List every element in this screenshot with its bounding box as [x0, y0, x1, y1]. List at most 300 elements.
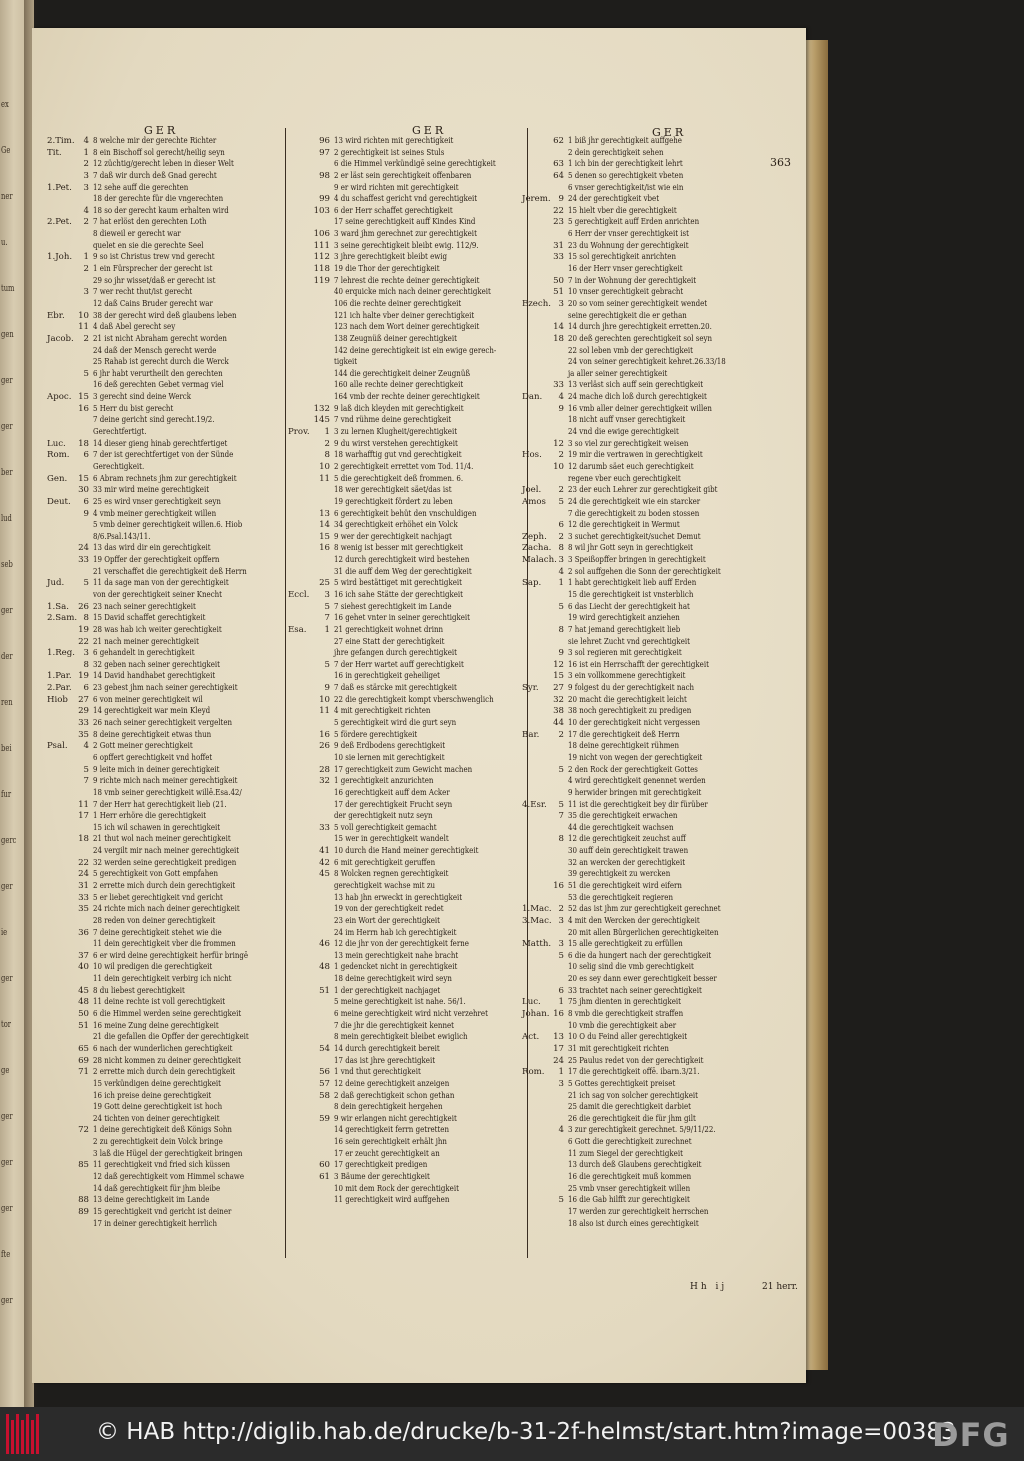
entry-text: 144 die gerechtigkeit deiner Zeugnüß — [334, 368, 471, 379]
entry-text: 9 herwider bringen mit gerechtigkeit — [568, 787, 702, 798]
left-page-fragment: ger — [1, 1296, 13, 1306]
entry-text: 21 verschaffet die gerechtigkeit deß Herrn — [93, 566, 247, 577]
index-entry — [47, 706, 283, 718]
hab-logo-bar — [16, 1414, 19, 1454]
entry-text: 16 gehet vnter in seiner gerechtigkeit — [334, 613, 471, 624]
index-entry — [47, 986, 283, 998]
chapter-number: 2 — [558, 485, 564, 496]
index-entry — [288, 1195, 524, 1207]
index-entry — [288, 695, 524, 707]
index-entry — [522, 613, 767, 625]
index-entry — [47, 1091, 283, 1103]
entry-text: 16 ich sahe Stätte der gerechtigkeit — [334, 589, 464, 600]
chapter-number: 9 — [558, 194, 564, 205]
index-entry — [288, 706, 524, 718]
index-entry — [47, 567, 283, 579]
index-entry — [288, 415, 524, 427]
entry-text: 13 deine gerechtigkeit im Lande — [93, 1195, 210, 1206]
index-entry — [47, 427, 283, 439]
index-entry — [288, 997, 524, 1009]
index-entry — [288, 974, 524, 986]
index-entry — [288, 1009, 524, 1021]
chapter-number: 42 — [319, 857, 330, 868]
index-entry — [288, 450, 524, 462]
entry-text: 13 mein gerechtigkeit nahe bracht — [334, 950, 459, 961]
chapter-number: 3 — [558, 939, 564, 950]
entry-text: 8 wenig ist besser mit gerechtigkeit — [334, 543, 463, 554]
chapter-number: 31 — [78, 881, 89, 891]
index-entry — [47, 1195, 283, 1207]
index-entry — [288, 788, 524, 800]
entry-text: 8 deine gerechtigkeit etwas thun — [93, 729, 212, 740]
entry-text: 13 hab jhn erweckt in gerechtigkeit — [334, 892, 463, 903]
left-page-fragment: seb — [1, 560, 13, 570]
index-entry — [47, 893, 283, 905]
entry-text: 21 nach meiner gerechtigkeit — [93, 636, 199, 647]
entry-text: gerechtigkeit wachse mit zu — [334, 881, 436, 891]
entry-text: 5 gerechtigkeit auff Erden anrichten — [568, 217, 700, 228]
entry-text: 15 ich wil schawen in gerechtigkeit — [93, 822, 221, 833]
entry-text: 28 was hab ich weiter gerechtigkeit — [93, 624, 222, 635]
book-name: 2.Sam. — [47, 613, 78, 624]
entry-text: 5 wird bestättiget mit gerechtigkeit — [334, 578, 462, 589]
entry-text: 2 er läst sein gerechtigkeit offenbaren — [334, 170, 472, 181]
entry-text: 2 gerechtigkeit errettet vom Tod. 11/4. — [334, 461, 474, 472]
entry-text: quelet en sie die gerechte Seel — [93, 240, 204, 251]
entry-text: 6 jhr habt verurtheilt den gerechten — [93, 368, 223, 379]
index-entry — [288, 299, 524, 311]
chapter-number: 13 — [319, 508, 330, 519]
entry-text: 160 alle rechte deiner gerechtigkeit — [334, 380, 464, 391]
index-entry — [522, 1184, 767, 1196]
chapter-number: 1 — [324, 624, 330, 635]
index-column-2 — [288, 136, 524, 1207]
book-name: Zeph. — [522, 531, 547, 542]
index-entry — [47, 602, 283, 614]
dfg-logo[interactable]: DFG — [932, 1416, 1010, 1454]
entry-text: 11 dein gerechtigkeit vber die frommen — [93, 939, 236, 950]
left-page-fragment: der — [1, 652, 13, 662]
chapter-number: 9 — [558, 403, 564, 414]
entry-text: 17 die gerechtigkeit deß Herrn — [568, 729, 680, 740]
entry-text: 24 die gerechtigkeit wie ein starcker — [568, 496, 701, 507]
entry-text: 3 zur gerechtigkeit gerechnet. 5/9/11/22. — [568, 1125, 716, 1136]
chapter-number: 103 — [313, 205, 330, 216]
entry-text: 4 daß Abel gerecht sey — [93, 322, 176, 333]
entry-text: 12 die gerechtigkeit zeuchst auff — [568, 834, 686, 845]
index-entry — [288, 509, 524, 521]
index-entry — [47, 1032, 283, 1044]
chapter-number: 14 — [553, 322, 564, 333]
entry-text: 7 daß es stärcke mit gerechtigkeit — [334, 683, 457, 694]
index-entry — [288, 637, 524, 649]
index-entry — [522, 567, 767, 579]
chapter-number: 4 — [558, 392, 564, 403]
index-entry — [288, 497, 524, 509]
index-entry — [288, 869, 524, 881]
entry-text: 21 ich sag von solcher gerechtigkeit — [568, 1090, 698, 1101]
chapter-number: 3 — [324, 589, 330, 600]
left-page-fragment: u. — [1, 238, 8, 248]
entry-text: 25 es wird vnser gerechtigkeit seyn — [93, 496, 221, 507]
chapter-number: 45 — [78, 985, 89, 996]
chapter-number: 97 — [319, 147, 330, 158]
entry-text: 24 von seiner gerechtigkeit kehret.26.33/18 — [568, 357, 726, 368]
entry-text: 16 die gerechtigkeit muß kommen — [568, 1172, 692, 1183]
chapter-number: 33 — [78, 555, 89, 566]
chapter-number: 18 — [78, 834, 89, 845]
entry-text: 5 Gottes gerechtigkeit preiset — [568, 1078, 676, 1089]
entry-text: 24 tichten von deiner gerechtigkeit — [93, 1113, 220, 1124]
hab-logo[interactable] — [6, 1414, 42, 1454]
index-entry — [288, 369, 524, 381]
index-entry — [47, 229, 283, 241]
entry-text: 12 die jhr von der gerechtigkeit ferne — [334, 939, 469, 950]
index-entry — [522, 1219, 767, 1231]
entry-text: 20 macht die gerechtigkeit leicht — [568, 694, 687, 705]
index-entry — [47, 357, 283, 369]
index-entry — [47, 1079, 283, 1091]
chapter-number: 26 — [319, 741, 330, 752]
chapter-number: 5 — [83, 368, 89, 379]
index-entry — [47, 474, 283, 486]
book-name: 2.Pet. — [47, 217, 72, 228]
chapter-number: 1 — [558, 997, 564, 1008]
index-entry — [288, 741, 524, 753]
entry-text: 16 ist ein Herrschafft der gerechtigkeit — [568, 659, 709, 670]
entry-text: 19 wird gerechtigkeit anziehen — [568, 613, 680, 624]
index-entry — [522, 1032, 767, 1044]
entry-text: 30 auff dein gerechtigkeit trawen — [568, 846, 689, 857]
index-entry — [522, 509, 767, 521]
index-entry — [288, 916, 524, 928]
chapter-number: 22 — [553, 205, 564, 216]
chapter-number: 71 — [78, 1067, 89, 1078]
index-entry — [288, 543, 524, 555]
index-entry — [288, 858, 524, 870]
book-name: Jud. — [47, 578, 65, 589]
book-name: Hiob — [47, 694, 68, 705]
book-name: Jacob. — [47, 333, 74, 344]
entry-text: 22 sol leben vmb der gerechtigkeit — [568, 345, 693, 356]
index-entry — [522, 753, 767, 765]
chapter-number: 15 — [553, 671, 564, 682]
book-name: Ebr. — [47, 310, 65, 321]
index-entry — [288, 287, 524, 299]
index-entry — [522, 171, 767, 183]
entry-text: 3 zu lernen Klugheit/gerechtigkeit — [334, 427, 458, 438]
index-entry — [522, 252, 767, 264]
index-entry — [522, 485, 767, 497]
index-entry — [522, 1056, 767, 1068]
index-entry — [288, 962, 524, 974]
entry-text: 10 mit dem Rock der gerechtigkeit — [334, 1183, 459, 1194]
entry-text: 7 hat erlöst den gerechten Loth — [93, 217, 207, 228]
index-entry — [47, 299, 283, 311]
entry-text: 10 durch die Hand meiner gerechtigkeit — [334, 846, 479, 857]
index-entry — [288, 229, 524, 241]
book-name: Amos — [522, 496, 546, 507]
entry-text: 6 mit gerechtigkeit geruffen — [334, 857, 436, 868]
index-entry — [522, 217, 767, 229]
entry-text: 17 die gerechtigkeit offē. ibarn.3/21. — [568, 1067, 700, 1078]
index-entry — [522, 916, 767, 928]
chapter-number: 41 — [319, 846, 330, 857]
entry-text: 11 gerechtigkeit wird auffgehen — [334, 1195, 450, 1206]
index-entry — [522, 427, 767, 439]
index-entry — [47, 1021, 283, 1033]
book-name: Deut. — [47, 496, 71, 507]
entry-text: 33 mir wird meine gerechtigkeit — [93, 485, 210, 496]
entry-text: 21 die gefallen die Opffer der gerechtigkeit — [93, 1032, 249, 1043]
left-page-fragment: ger — [1, 974, 13, 984]
index-entry — [47, 788, 283, 800]
index-entry — [47, 695, 283, 707]
index-entry — [522, 823, 767, 835]
index-entry — [288, 392, 524, 404]
index-entry — [47, 683, 283, 695]
entry-text: 21 ist nicht Abraham gerecht worden — [93, 333, 227, 344]
left-page-fragment: ner — [1, 192, 13, 202]
hab-logo-bar — [11, 1420, 14, 1454]
index-entry — [47, 1184, 283, 1196]
index-entry — [522, 380, 767, 392]
index-entry — [522, 404, 767, 416]
entry-text: 10 vmb die gerechtigkeit aber — [568, 1020, 677, 1031]
index-entry — [47, 613, 283, 625]
entry-text: 9 folgest du der gerechtigkeit nach — [568, 683, 695, 694]
index-entry — [522, 148, 767, 160]
chapter-number: 24 — [553, 1055, 564, 1066]
index-entry — [47, 1149, 283, 1161]
index-entry — [47, 1207, 283, 1219]
entry-text: 75 jhm dienten in gerechtigkeit — [568, 997, 681, 1008]
index-entry — [522, 450, 767, 462]
entry-text: 9 leite mich in deiner gerechtigkeit — [93, 764, 220, 775]
index-entry — [522, 1149, 767, 1161]
chapter-number: 16 — [319, 729, 330, 740]
entry-text: 17 gerechtigkeit predigen — [334, 1160, 428, 1171]
entry-text: von der gerechtigkeit seiner Knecht — [93, 589, 223, 600]
entry-text: 6 die Himmel verkündigē seine gerechtigkeit — [334, 159, 496, 170]
entry-text: 53 die gerechtigkeit regieren — [568, 892, 674, 903]
entry-text: 8 vmb die gerechtigkeit straffen — [568, 1009, 684, 1020]
index-entry — [522, 462, 767, 474]
index-entry — [288, 567, 524, 579]
entry-text: 3 Bäume der gerechtigkeit — [334, 1172, 430, 1183]
entry-text: 44 die gerechtigkeit wachsen — [568, 822, 674, 833]
book-name: Ezech. — [522, 298, 551, 309]
entry-text: 6 die da hungert nach der gerechtigkeit — [568, 950, 712, 961]
left-page-fragment: bei — [1, 744, 12, 754]
entry-text: 6 der Herr schaffet gerechtigkeit — [334, 205, 453, 216]
chapter-number: 145 — [313, 415, 330, 426]
entry-text: 14 daß gerechtigkeit für jhm bleibe — [93, 1183, 221, 1194]
index-entry — [522, 194, 767, 206]
index-entry — [288, 671, 524, 683]
index-entry — [288, 904, 524, 916]
chapter-number: 60 — [319, 1160, 330, 1171]
index-entry — [522, 369, 767, 381]
index-entry — [522, 159, 767, 171]
left-page-fragment: ger — [1, 1158, 13, 1168]
chapter-number: 28 — [319, 764, 330, 775]
entry-text: 17 er zeucht gerechtigkeit an — [334, 1148, 440, 1159]
entry-text: 1 Herr erhöre die gerechtigkeit — [93, 811, 207, 822]
entry-text: 3 so viel zur gerechtigkeit weisen — [568, 438, 689, 449]
entry-text: 18 nicht auff vnser gerechtigkeit — [568, 415, 686, 426]
entry-text: 6 nach der wunderlichen gerechtigkeit — [93, 1043, 233, 1054]
index-entry — [47, 578, 283, 590]
index-entry — [288, 171, 524, 183]
entry-text: 7 die jhr die gerechtigkeit kennet — [334, 1020, 455, 1031]
index-entry — [288, 1160, 524, 1172]
chapter-number: 16 — [553, 1009, 564, 1020]
chapter-number: 23 — [553, 217, 564, 228]
left-page-fragment: ger — [1, 882, 13, 892]
entry-text: 16 ich preise deine gerechtigkeit — [93, 1090, 212, 1101]
book-name: 1.Reg. — [47, 648, 75, 659]
column-divider-1 — [285, 128, 286, 1258]
book-name: Psal. — [47, 741, 68, 752]
index-column-1 — [47, 136, 283, 1230]
entry-text: 38 noch gerechtigkeit zu predigen — [568, 706, 692, 717]
index-entry — [47, 322, 283, 334]
entry-text: 23 du Wohnung der gerechtigkeit — [568, 240, 689, 251]
entry-text: 19 die Thor der gerechtigkeit — [334, 264, 440, 275]
entry-text: 28 nicht kommen zu deiner gerechtigkeit — [93, 1055, 241, 1066]
entry-text: 6 er wird deine gerechtigkeit herfür bringē — [93, 950, 249, 961]
entry-text: 10 selig sind die vmb gerechtigkeit — [568, 962, 694, 973]
entry-text: 1 biß jhr gerechtigkeit auffgehe — [568, 136, 682, 146]
chapter-number: 3 — [83, 182, 89, 193]
index-entry — [288, 1149, 524, 1161]
book-name: Apoc. — [47, 392, 72, 403]
left-page-fragment: fte — [1, 1250, 11, 1260]
entry-text: 6 das Liecht der gerechtigkeit hat — [568, 601, 690, 612]
index-entry — [47, 159, 283, 171]
index-entry — [47, 509, 283, 521]
entry-text: 25 Rahab ist gerecht durch die Werck — [93, 357, 229, 368]
chapter-number: 56 — [319, 1067, 330, 1078]
index-entry — [288, 206, 524, 218]
entry-text: 15 sol gerechtigkeit anrichten — [568, 252, 677, 263]
index-entry — [47, 916, 283, 928]
chapter-number: 6 — [83, 450, 89, 461]
chapter-number: 58 — [319, 1090, 330, 1101]
index-entry — [522, 287, 767, 299]
copyright-url-text[interactable]: © HAB http://diglib.hab.de/drucke/b-31-2f-helmst/start.htm?image=00383 — [96, 1419, 956, 1445]
left-page-fragment: ger — [1, 606, 13, 616]
index-entry — [288, 252, 524, 264]
index-entry — [47, 148, 283, 160]
index-entry — [47, 1009, 283, 1021]
chapter-number: 8 — [83, 659, 89, 670]
book-name: Rom. — [47, 450, 70, 461]
index-entry — [522, 1207, 767, 1219]
chapter-number: 5 — [558, 764, 564, 775]
chapter-number: 22 — [78, 636, 89, 647]
left-page-fragment: ber — [1, 468, 13, 478]
index-entry — [288, 1184, 524, 1196]
chapter-number: 38 — [553, 706, 564, 717]
entry-text: 13 wird richten mit gerechtigkeit — [334, 136, 454, 146]
book-name: Luc. — [522, 997, 541, 1008]
chapter-number: 3 — [83, 648, 89, 659]
index-entry — [288, 1114, 524, 1126]
index-entry — [522, 532, 767, 544]
entry-text: 51 die gerechtigkeit wird eifern — [568, 881, 682, 891]
index-entry — [522, 951, 767, 963]
chapter-number: 4 — [558, 566, 564, 577]
entry-text: 24 der gerechtigkeit vbet — [568, 194, 660, 205]
entry-text: 5 vmb deiner gerechtigkeit willen.6. Hiob — [93, 520, 243, 531]
chapter-number: 1 — [558, 1067, 564, 1078]
chapter-number: 18 — [78, 438, 89, 449]
chapter-number: 51 — [319, 985, 330, 996]
chapter-number: 51 — [553, 287, 564, 298]
chapter-number: 33 — [553, 380, 564, 391]
index-entry — [47, 625, 283, 637]
index-entry — [288, 730, 524, 742]
entry-text: 2 den Rock der gerechtigkeit Gottes — [568, 764, 698, 775]
index-entry — [522, 136, 767, 148]
book-name: 1.Joh. — [47, 252, 73, 263]
index-entry — [47, 497, 283, 509]
book-name: 2.Tim. — [47, 136, 75, 146]
hab-logo-bar — [36, 1414, 39, 1454]
book-name: Syr. — [522, 683, 539, 694]
index-entry — [47, 881, 283, 893]
entry-text: 31 die auff dem Weg der gerechtigkeit — [334, 566, 472, 577]
chapter-number: 24 — [78, 543, 89, 554]
index-entry — [47, 1160, 283, 1172]
index-entry — [288, 765, 524, 777]
entry-text: 19 mir die vertrawen in gerechtigkeit — [568, 450, 703, 461]
index-entry — [522, 1137, 767, 1149]
chapter-number: 4 — [558, 1125, 564, 1136]
entry-text: 19 nicht von wegen der gerechtigkeit — [568, 752, 703, 763]
index-entry — [47, 741, 283, 753]
index-entry — [522, 834, 767, 846]
entry-text: 7 der Herr hat gerechtigkeit lieb (21. — [93, 799, 227, 810]
entry-text: 16 gerechtigkeit auff dem Acker — [334, 787, 450, 798]
entry-text: 7 wer recht thut/ist gerecht — [93, 287, 193, 298]
entry-text: 23 ein Wort der gerechtigkeit — [334, 915, 440, 926]
chapter-number: 10 — [319, 694, 330, 705]
entry-text: 14 gerechtigkeit ferrn getretten — [334, 1125, 450, 1136]
index-entry — [47, 1219, 283, 1231]
entry-text: 7 hat jemand gerechtigkeit lieb — [568, 624, 681, 635]
chapter-number: 31 — [553, 240, 564, 251]
book-name: 4.Esr. — [522, 799, 547, 810]
index-entry — [288, 683, 524, 695]
index-entry — [288, 427, 524, 439]
book-name: Gen. — [47, 473, 68, 484]
chapter-number: 11 — [319, 473, 330, 484]
chapter-number: 6 — [83, 496, 89, 507]
entry-text: 15 die gerechtigkeit ist vnsterblich — [568, 589, 694, 600]
entry-text: 18 der gerechte für die vngerechten — [93, 194, 224, 205]
entry-text: 24 im Herrn hab ich gerechtigkeit — [334, 927, 457, 938]
right-page — [32, 28, 806, 1383]
chapter-number: 96 — [319, 136, 330, 146]
index-entry — [522, 1102, 767, 1114]
entry-text: 20 es sey dann ewer gerechtigkeit besser — [568, 974, 717, 985]
index-entry — [288, 1056, 524, 1068]
book-name: Hos. — [522, 450, 542, 461]
index-entry — [522, 1125, 767, 1137]
